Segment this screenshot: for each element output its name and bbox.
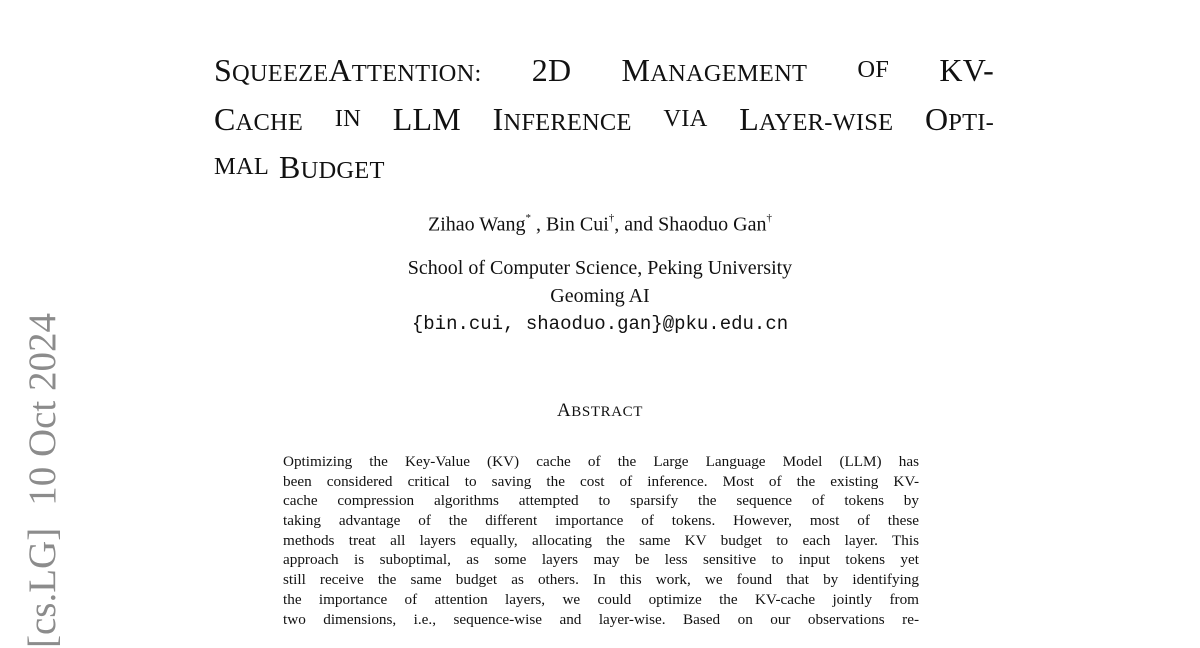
author-list: Zihao Wang* , Bin Cui†, and Shaoduo Gan† [428,212,772,236]
title-word: KV- [939,52,994,88]
abstract-line: still receive the same budget as others. In this work, we found that by identifying [283,571,919,589]
title-word: SQUEEZEATTENTION: [214,52,482,88]
affiliation: Geoming AI [550,285,650,307]
abstract-line: taking advantage of the different importance of tokens. However, most of these [283,512,919,530]
abstract-line: cache compression algorithms attempted to sparsify the sequence of tokens by [283,492,919,510]
title-word: LAYER-WISE [739,100,894,137]
title-word: CACHE [214,100,304,137]
abstract-line: been considered critical to saving the cost of inference. Most of the existing KV- [283,472,919,490]
author-name: Zihao Wang [428,213,526,236]
author-name: Shaoduo Gan [658,213,767,236]
title-word: IN [334,104,362,132]
arxiv-side-stamp [23,313,62,648]
title-line-1 [214,48,994,97]
title-word: OF [857,56,890,83]
abstract-line: the importance of attention layers, we could optimize the KV-cache jointly from [283,590,919,608]
arxiv-date: 10 Oct 2024 [21,312,64,506]
author-name: Bin Cui [545,213,609,236]
title-line-2 [214,97,994,146]
arxiv-category: [cs.LG] [21,527,64,648]
contact-email: {bin.cui, shaoduo.gan}@pku.edu.cn [411,313,789,335]
title-word: VIA [663,104,708,132]
title-word: INFERENCE [492,100,632,137]
abstract-body [283,452,919,629]
title-word: LLM [392,100,461,137]
footnote-mark: † [766,212,772,224]
abstract-line: two dimensions, i.e., sequence-wise and layer-wise. Based on our observations re- [283,610,919,628]
abstract-line: approach is suboptimal, as some layers may be less sensitive to input tokens yet [283,551,919,569]
title-line-3 [214,145,994,194]
title-word: MANAGEMENT [621,52,808,88]
paper-title [214,48,994,194]
title-word: MAL [214,153,270,180]
footnote-mark: † [608,212,615,224]
title-word: OPTI- [924,100,994,137]
footnote-mark: * [525,212,531,224]
abstract-heading: ABSTRACT [556,400,644,421]
abstract-line: Optimizing the Key-Value (KV) cache of the Large Language Model (LLM) has [283,453,919,470]
title-word: BUDGET [279,149,385,185]
affiliation: School of Computer Science, Peking University [407,257,793,279]
title-word: 2D [531,52,572,88]
abstract-line: methods treat all layers equally, allocating the same KV budget to each layer. This [283,531,919,549]
